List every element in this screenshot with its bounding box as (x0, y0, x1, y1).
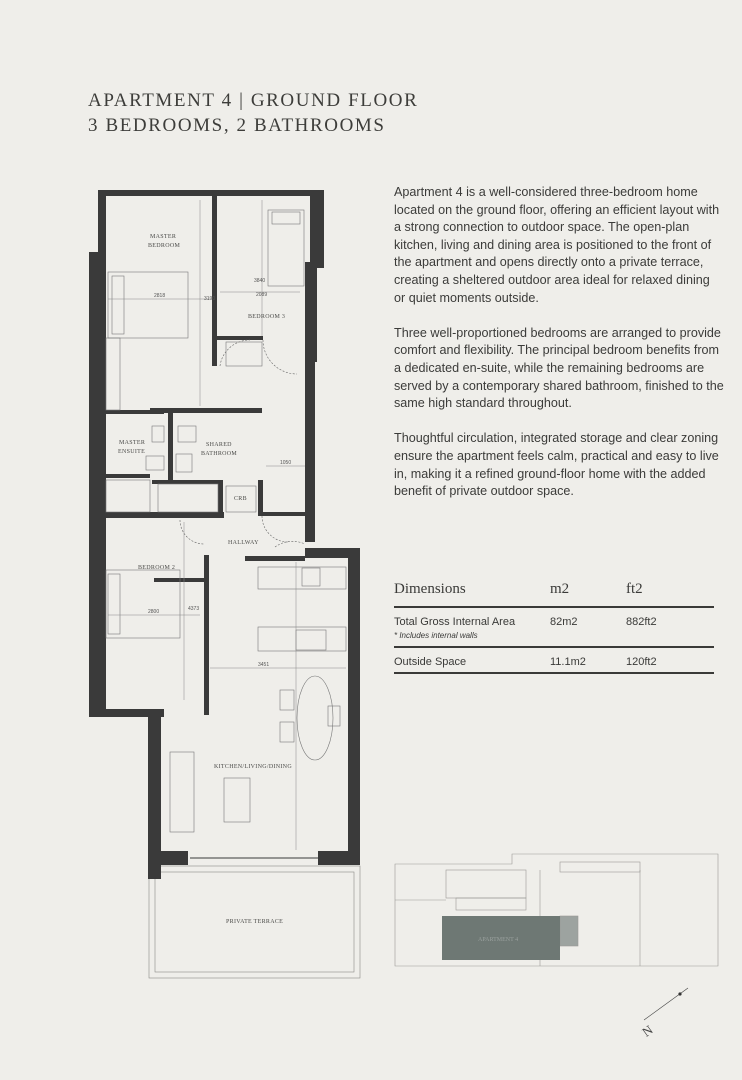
key-plan (395, 854, 718, 966)
column-m2: m2 (550, 580, 570, 597)
title-line-rooms: 3 BEDROOMS, 2 BATHROOMS (88, 115, 386, 136)
table-row (394, 648, 714, 674)
row-ft2: 120ft2 (626, 656, 657, 668)
dim-bedroom3-width: 2089 (256, 292, 268, 298)
dim-bedroom2-height: 4373 (188, 606, 200, 612)
dim-kitchen: 3451 (258, 662, 270, 668)
walls (89, 190, 360, 879)
row-ft2: 882ft2 (626, 616, 657, 628)
room-label-bedroom3: BEDROOM 3 (248, 314, 286, 320)
dim-bedroom3-height: 3840 (254, 278, 266, 284)
title-line-apartment: APARTMENT 4 | GROUND FLOOR (88, 90, 419, 111)
row-label: Outside Space (394, 656, 467, 668)
dim-master-height: 3190 (204, 296, 216, 302)
dim-hallway: 1050 (280, 460, 292, 466)
room-label-master-l1: MASTER (150, 234, 177, 240)
dim-bedroom2-width: 2800 (148, 609, 160, 615)
room-label-hallway: HALLWAY (228, 540, 259, 546)
row-note: * Includes internal walls (394, 631, 478, 640)
room-label-ensuite-l1: MASTER (119, 440, 146, 446)
dimensions-table (394, 572, 714, 674)
description-paragraph-1: Apartment 4 is a well-considered three-bedroom home located on the ground floor, offering an efficient layout with a strong connection to outdoor space. The open-plan kitchen, living and dining area is positioned to the front of the apartment and opens directly onto a private terrace, creating a sheltered outdoor area ideal for relaxed dining or quiet moments outside. (394, 185, 720, 305)
room-label-master-l2: BEDROOM (148, 243, 181, 249)
key-plan-label: APARTMENT 4 (478, 937, 519, 943)
compass-north-label: N (639, 1021, 656, 1040)
compass (639, 988, 688, 1040)
description-paragraph-2: Three well-proportioned bedrooms are arranged to provide comfort and flexibility. The principal bedroom benefits from a dedicated en-suite, while the remaining bedrooms are served by a contemporary shared bathroom, finished to the same high standard throughout. (394, 325, 724, 411)
room-label-shared-l2: BATHROOM (201, 451, 238, 457)
room-label-ensuite-l2: ENSUITE (118, 449, 146, 455)
row-m2: 82m2 (550, 616, 578, 628)
dimensions-heading: Dimensions (394, 580, 466, 597)
table-row (394, 608, 714, 648)
room-label-shared-l1: SHARED (206, 442, 232, 448)
description-paragraph-3: Thoughtful circulation, integrated storage and clear zoning ensure the apartment feels calm, practical and easy to live in, making it a refined ground-floor home with the added benefit of private outdoor space. (394, 431, 719, 499)
room-label-terrace: PRIVATE TERRACE (226, 919, 284, 925)
column-ft2: ft2 (626, 580, 643, 597)
room-label-bedroom2: BEDROOM 2 (138, 565, 176, 571)
dimensions-header (394, 572, 714, 608)
room-label-kitchen: KITCHEN/LIVING/DINING (214, 764, 292, 770)
apartment-description (394, 184, 724, 518)
row-m2: 11.1m2 (550, 656, 586, 668)
room-label-crb: CRB (234, 496, 247, 502)
row-label: Total Gross Internal Area (394, 616, 516, 628)
dim-master-width: 2818 (154, 293, 166, 299)
